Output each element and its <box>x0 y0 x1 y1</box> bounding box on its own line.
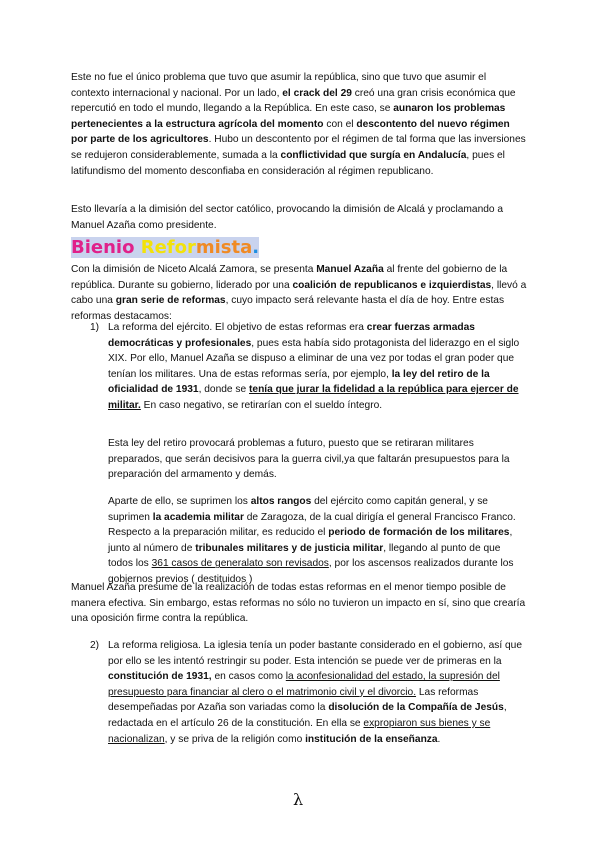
underlined-secular-state: la aconfesionalidad del estado, la supresión del presupuesto para financiar al clero o el matrimonio civil y el divorcio. <box>108 671 500 698</box>
paragraph-reform-opposition: Manuel Azaña presume de la realización de todas estas reformas en el menor tiempo posible de manera efectiva. Sin embargo, estas reformas no sólo no tuvieron un impacto en sí, sino que crearía una oposición firme contra la república. <box>71 582 526 625</box>
bold-military-courts: tribunales militares y de justicia militar <box>195 542 384 554</box>
bold-armed-forces: crear fuerzas armadas democráticas y profesionales <box>108 322 475 349</box>
bold-high-ranks: altos rangos <box>250 496 312 507</box>
paragraph-army-suppressions: Aparte de ello, se suprimen los altos rangos del ejército como capitán general, y se suprimen la academia militar de Zaragoza, de la cual dirigía el general Francisco Franco. Respecto a la preparación militar, es reducido el periodo de formación de los militares, junto al número de tribunales militares y de justicia militar, llegando al punto de que todos los 361 casos de generalato son revisados, por los ascensos realizados durante los gobiernos previos ( destituidos ) <box>108 496 516 585</box>
underlined-expropriation: expropiaron sus bienes y se nacionalizan <box>108 717 491 745</box>
paragraph-azana-intro: Con la dimisión de Niceto Alcalá Zamora, se presenta Manuel Azaña al frente del gobierno de la república. Durante su gobierno, liderado por una coalición de republicanos e izquierdistas, llevó a cabo una gran serie de reformas, cuyo impacto será relevante hasta el día de hoy. Entre estas reformas destacamos: <box>71 264 527 322</box>
bold-agricultural-problems: aunaron los problemas pertenecientes a la estructura agrícola del momento <box>71 103 506 130</box>
bold-andalucia-conflict: conflictividad que surgía en Andalucía <box>280 149 467 161</box>
paragraph-retirement-consequences: Esta ley del retiro provocará problemas a futuro, puesto que se retiraran militares preparados, que serán decisivos para la guerra civil,ya que faltarán presupuestos para la preparación del armamento y demás. <box>108 438 510 481</box>
bold-underlined-oath: tenía que jurar la fidelidad a la república para ejercer de militar. <box>108 384 519 411</box>
bold-military-academy: la academia militar <box>152 511 244 523</box>
list-item-religious-reform: La reforma religiosa. La iglesia tenía un poder bastante considerado en el gobierno, así que por ello se les intentó restringir su poder. Esta intención se puede ver de primeras en la constitución de 1931, en casos como la aconfesionalidad del estado, la supresión del presupuesto para financiar al clero o el matrimonio civil y el divorcio. Las reformas desempeñadas por Azaña son variadas como la disolución de la Compañía de Jesús, redactada en el artículo 26 de la constitución. En ella se expropiaron sus bienes y se nacionalizan, y se priva de la religión como institución de la enseñanza. <box>108 640 523 745</box>
bold-retirement-law: la ley del retiro de la oficialidad de 1931 <box>108 368 490 396</box>
list-number-2: 2) <box>90 640 100 651</box>
bold-jesuit-dissolution: disolución de la Compañía de Jesús <box>328 702 504 714</box>
paragraph-catholic-resignation: Esto llevaría a la dimisión del sector católico, provocando la dimisión de Alcalá y proclamando a Manuel Azaña como presidente. <box>71 204 504 231</box>
bold-teaching-institution: institución de la enseñanza <box>305 733 438 745</box>
paragraph-economic-crisis: Este no fue el único problema que tuvo que asumir la república, sino que tuvo que asumir el contexto internacional y nacional. Por un lado, el crack del 29 creó una gran crisis económica que repercutió en todo el mundo, llegando a la República. En este caso, se aunaron los problemas pertenecientes a la estructura agrícola del momento con el descontento del nuevo régimen por parte de los agricultores. Hubo un descontento por el régimen de tal forma que las inversiones se redujeron considerablemente, sumada a la conflictividad que surgía en Andalucía, pues el latifundismo del momento desconfiaba en consideración al régimen republicano. <box>71 72 526 177</box>
bold-training-period: periodo de formación de los militares <box>328 527 510 539</box>
bold-crack-29: el crack del 29 <box>282 87 352 99</box>
underlined-generalato-cases: 361 casos de generalato son revisados <box>151 558 329 570</box>
bold-constitution-1931: constitución de 1931, <box>108 671 212 683</box>
bold-farmers-discontent: descontento del nuevo régimen por parte de los agricultores <box>71 118 510 146</box>
page-mark: λ <box>293 790 304 809</box>
list-number-1: 1) <box>90 322 100 333</box>
list-item-army-reform: La reforma del ejército. El objetivo de estas reformas era crear fuerzas armadas democráticas y profesionales, pues esta había sido protagonista del liderazgo en el siglo XIX. Por ello, Manuel Azaña se dispuso a eliminar de una vez por todas el gran poder que tenían los militares. Una de estas reformas sería, por ejemplo, la ley del retiro de la oficialidad de 1931, donde se tenía que jurar la fidelidad a la república para ejercer de militar. En caso negativo, se retirarían con el sueldo íntegro. <box>108 322 520 411</box>
bold-reform-series: gran serie de reformas <box>115 295 226 307</box>
bold-manuel-azana: Manuel Azaña <box>316 264 384 275</box>
section-heading: Bienio Reformista. <box>71 237 260 258</box>
bold-coalition: coalición de republicanos e izquierdistas <box>292 279 492 291</box>
